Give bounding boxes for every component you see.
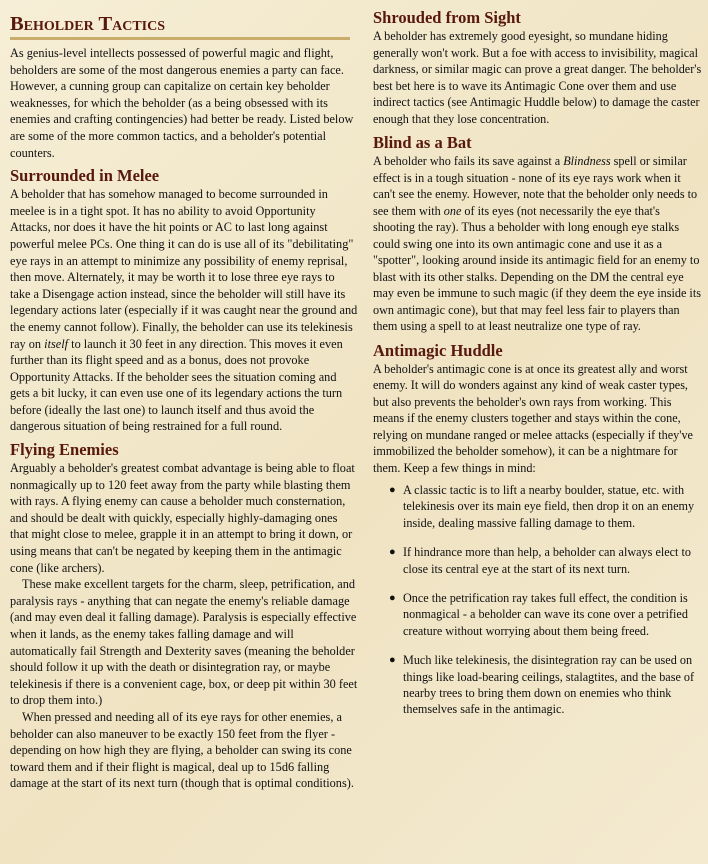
flying-paragraph-3: When pressed and needing all of its eye rays for other enemies, a beholder can also maneuver to be exactly 150 feet from the flyer - depending on how high they are flying, a beholder can swing its cone toward them and if their flight is magical, deal up to 15d6 falling damage at the start of its next turn (though that is optimal conditions). (10, 709, 354, 791)
blind-paragraph: A beholder who fails its save against a Blindness spell or similar effect is in a tough situation - none of its eye rays work when it can't see the enemy. However, note that the beholder only needs to see them with one of its eyes (not necessarily the eye that's shooting the ray). Thus a beholder with long enough eye stalks could swing one into its own antimagic cone and use it as a "spotter", looking around inside its antimagic field for an enemy to blast with its other stalks. Depending on the DM the central eye may even be immune to such magic (if they deem the eye inside its own antimagic cone), but that may feel less fair to players than them using a spell to at least neutralize one type of ray. (373, 154, 701, 333)
heading-surrounded-in-melee: Surrounded in Melee (10, 166, 160, 186)
antimagic-tips-list (373, 482, 702, 718)
page-title: Beholder Tactics (10, 13, 166, 35)
bullet-icon: ● (389, 546, 396, 559)
list-item: ● Much like telekinesis, the disintegration ray can be used on things like load-bearing ceilings, stalagtites, and the base of nearby trees to bring them down on enemies who think themselves safe in the antimagic. (389, 653, 695, 717)
flying-paragraph-1: Arguably a beholder's greatest combat advantage is being able to float nonmagically up to 120 feet away from the party while blasting them with rays. A flying enemy can cause a beholder much consternation, and should be dealt with quickly, especially highly-damaging ones that might close to melee, grapple it in an attempt to bring it down, or using means that can't be negated by keeping them in the antimagic cone (like archers). (10, 461, 355, 575)
bullet-icon: ● (389, 484, 396, 496)
right-column (363, 0, 708, 731)
bullet-icon: ● (389, 654, 396, 667)
flying-paragraph-2: These make excellent targets for the charm, sleep, petrification, and paralysis rays - anything that can negate the enemy's reliable damage (and may even deal it falling damage). Paralysis is especially effective when it lands, as the enemy takes falling damage and will automatically fail Strength and Dexterity saves (meaning the beholder should follow it up with the death or disintegration ray, or maybe telekinesis if there is a convenient cage, box, or deep pit within 30 feet to drop them into.) (10, 577, 358, 708)
heading-blind-as-a-bat: Blind as a Bat (373, 133, 472, 152)
list-item: ● If hindrance more than help, a beholder can always elect to close its central eye at the start of its next turn. (389, 545, 691, 576)
bullet-icon: ● (389, 592, 396, 605)
surrounded-paragraph: A beholder that has somehow managed to become surrounded in meelee is in a tight spot. It has no ability to avoid Opportunity Attacks, nor does it have the hit points or AC to last long against powerful melee PCs. One thing it can do is use all of its "debilitating" eye rays in an attempt to minimize any possibility of enemy reprisal, then move. Alternately, it may be worth it to lose three eye rays to take a Disengage action instead, since the beholder will still have its legendary actions later (especially if it was caught near the ground and the enemy cannot follow). Finally, the beholder can use its telekinesis ray on itself to launch it 30 feet in any direction. This moves it even further than its flight speed and as a bonus, does not provoke Opportunity Attacks. If the beholder sees the situation coming and gets a bit lucky, it can even use one of its legendary actions the turn before (ideally the last one) to launch itself and thus avoid the dangerous situation of being restrained for a full round. (10, 187, 358, 434)
shrouded-paragraph: A beholder has extremely good eyesight, so mundane hiding generally won't work. But a foe with access to invisibility, magical darkness, or similar magic can prove a great danger. The beholder's best bet here is to wave its Antimagic Cone over them and use indirect tactics (see Antimagic Huddle below) to damage the caster enough that they lose concentration. (373, 29, 702, 126)
list-item: ● A classic tactic is to lift a nearby boulder, statue, etc. with telekinesis over its main eye field, then drop it on an enemy inside, dealing massive falling damage to them. (389, 483, 695, 530)
antimagic-paragraph: A beholder's antimagic cone is at once its greatest ally and worst enemy. It will do wonders against any kind of weak caster types, but also prevents the beholder's own rays from working. This means if the enemy clusters together and stays within the cone, relying on mundane ranged or melee attacks (especially if they've immobilized the beholder somehow), it can be a nightmare for them. Keep a few things in mind: (373, 361, 693, 475)
left-column (0, 0, 366, 792)
list-item: ● Once the petrification ray takes full effect, the condition is nonmagical - a beholder can wave its cone over a petrified creature without worrying about them being freed. (389, 591, 688, 638)
heading-shrouded-from-sight: Shrouded from Sight (373, 8, 521, 27)
intro-paragraph: As genius-level intellects possessed of powerful magic and flight, beholders are some of the most dangerous enemies a party can face. However, a cunning group can capitalize on certain key beholder weaknesses, for which the beholder (as a being obsessed with its enemies and crafting contingencies) had better be ready. Listed below are some of the more common tactics, and a beholder's potential counters. (10, 46, 354, 160)
heading-antimagic-huddle: Antimagic Huddle (373, 340, 503, 360)
heading-flying-enemies: Flying Enemies (10, 440, 119, 460)
title-underline (10, 37, 350, 40)
